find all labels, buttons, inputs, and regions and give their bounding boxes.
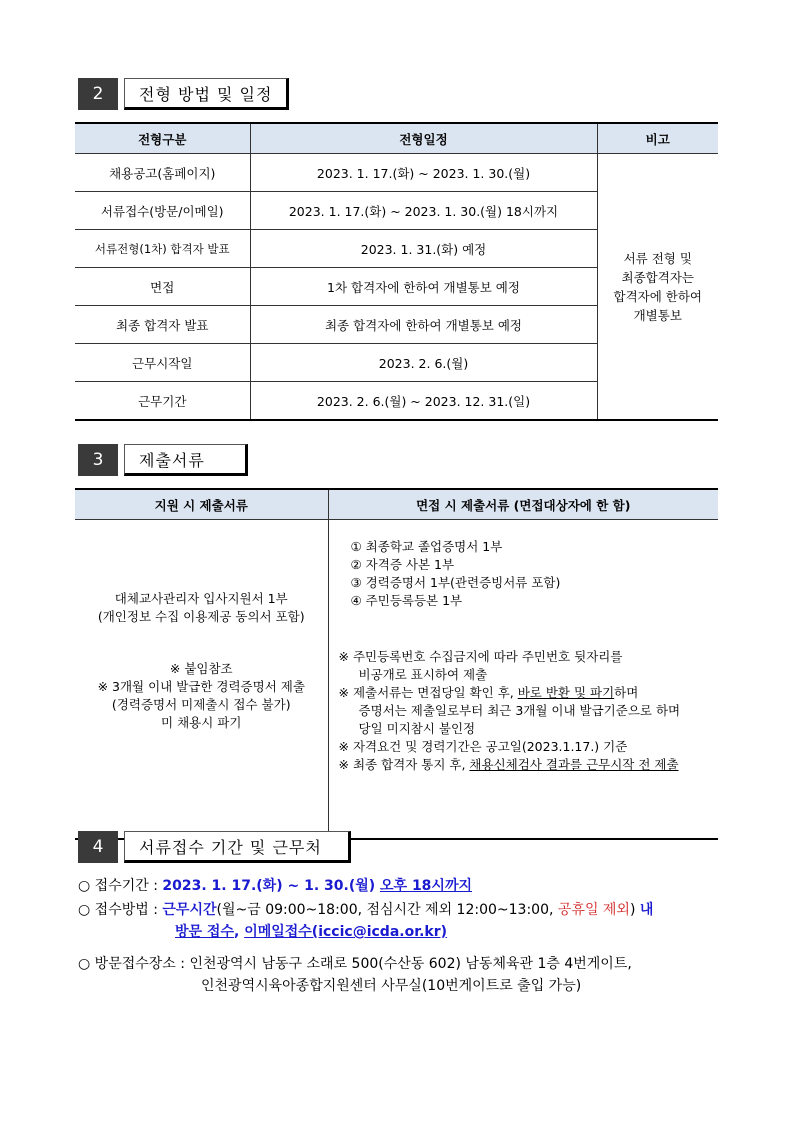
underlined-text: 방문 접수 <box>175 924 234 940</box>
section-title: 전형 방법 및 일정 <box>124 78 289 110</box>
date-cell: 1차 합격자에 한하여 개별통보 예정 <box>250 268 597 306</box>
column-header: 지원 시 제출서류 <box>75 489 328 520</box>
documents-table <box>75 488 718 840</box>
application-method: ○ 접수방법 : 근무시간(월~금 09:00~18:00, 점심시간 제외 12:00~13:00, 공휴일 제외) 내 방문 접수, 이메일접수(iccic@icda.or.kr) <box>78 902 654 940</box>
underlined-text: 오후 18시까지 <box>380 878 472 894</box>
doc-item: ④ 주민등록등본 1부 <box>350 593 463 608</box>
doc-line: (개인정보 수집 이용제공 동의서 포함) <box>97 609 305 624</box>
note-cell <box>597 154 718 421</box>
section-title: 제출서류 <box>124 444 248 476</box>
section-number: 2 <box>78 78 118 110</box>
section-number: 4 <box>78 831 118 863</box>
section-3-header <box>78 444 248 476</box>
column-header: 전형일정 <box>250 123 597 154</box>
table-row <box>75 154 718 192</box>
note-line: 증명서는 제출일로부터 최근 3개월 이내 발급기준으로 하며 <box>358 703 681 718</box>
note-line: 비공개로 표시하여 제출 <box>358 667 488 682</box>
section-4-header <box>78 831 351 863</box>
note-line: 최종합격자는 <box>621 269 694 285</box>
section-2-header <box>78 78 289 110</box>
date-cell: 2023. 1. 17.(화) ~ 2023. 1. 30.(월) <box>250 154 597 192</box>
stage-cell: 근무시작일 <box>75 344 250 382</box>
note-line: ※ 제출서류는 면접당일 확인 후, 바로 반환 및 파기하며 <box>338 685 639 700</box>
note-line: 개별통보 <box>633 307 682 323</box>
table-row <box>75 520 718 840</box>
underlined-text: 채용신체검사 결과를 근무시작 전 제출 <box>469 757 679 772</box>
note-line: 서류 전형 및 <box>623 250 692 266</box>
note-line: 합격자에 한하여 <box>613 288 702 304</box>
stage-cell: 면접 <box>75 268 250 306</box>
stage-cell: 최종 합격자 발표 <box>75 306 250 344</box>
visit-location: ○ 방문접수장소 : 인천광역시 남동구 소래로 500(수산동 602) 남동체육관 1층 4번게이트, 인천광역시육아종합지원센터 사무실(10번게이트로 출입 가능) <box>78 956 632 994</box>
date-cell: 2023. 1. 31.(화) 예정 <box>250 230 597 268</box>
doc-line: (경력증명서 미제출시 접수 불가) <box>111 697 291 712</box>
note-line: ※ 주민등록번호 수집금지에 따라 주민번호 뒷자리를 <box>338 649 623 664</box>
doc-line: ※ 붙임참조 <box>169 661 233 676</box>
doc-item: ① 최종학교 졸업증명서 1부 <box>350 539 503 554</box>
column-header: 전형구분 <box>75 123 250 154</box>
date-cell: 2023. 2. 6.(월) ~ 2023. 12. 31.(일) <box>250 382 597 421</box>
stage-cell: 서류전형(1차) 합격자 발표 <box>75 230 250 268</box>
note-line: ※ 최종 합격자 통지 후, 채용신체검사 결과를 근무시작 전 제출 <box>338 757 679 772</box>
stage-cell: 근무기간 <box>75 382 250 421</box>
doc-line: 미 채용시 파기 <box>161 715 242 730</box>
note-line: 당일 미지참시 불인정 <box>358 721 476 736</box>
note-line: ※ 자격요건 및 경력기간은 공고일(2023.1.17.) 기준 <box>338 739 628 754</box>
doc-item: ② 자격증 사본 1부 <box>350 557 455 572</box>
date-cell: 2023. 2. 6.(월) <box>250 344 597 382</box>
table-header-row <box>75 123 718 154</box>
section-number: 3 <box>78 444 118 476</box>
section-title: 서류접수 기간 및 근무처 <box>124 831 351 863</box>
column-header: 비고 <box>597 123 718 154</box>
email-link[interactable]: 이메일접수(iccic@icda.or.kr) <box>244 924 448 940</box>
stage-cell: 채용공고(홈페이지) <box>75 154 250 192</box>
application-documents-cell <box>75 520 328 840</box>
table-header-row <box>75 489 718 520</box>
doc-line: ※ 3개월 이내 발급한 경력증명서 제출 <box>97 679 305 694</box>
interview-documents-cell <box>328 520 718 840</box>
underlined-text: 바로 반환 및 파기 <box>517 685 615 700</box>
application-period: ○ 접수기간 : 2023. 1. 17.(화) ~ 1. 30.(월) 오후 18시까지 <box>78 878 472 894</box>
schedule-table <box>75 122 718 421</box>
doc-item: ③ 경력증명서 1부(관련증빙서류 포함) <box>350 575 561 590</box>
date-cell: 2023. 1. 17.(화) ~ 2023. 1. 30.(월) 18시까지 <box>250 192 597 230</box>
stage-cell: 서류접수(방문/이메일) <box>75 192 250 230</box>
date-cell: 최종 합격자에 한하여 개별통보 예정 <box>250 306 597 344</box>
doc-line: 대체교사관리자 입사지원서 1부 <box>114 591 288 606</box>
column-header: 면접 시 제출서류 (면접대상자에 한 함) <box>328 489 718 520</box>
